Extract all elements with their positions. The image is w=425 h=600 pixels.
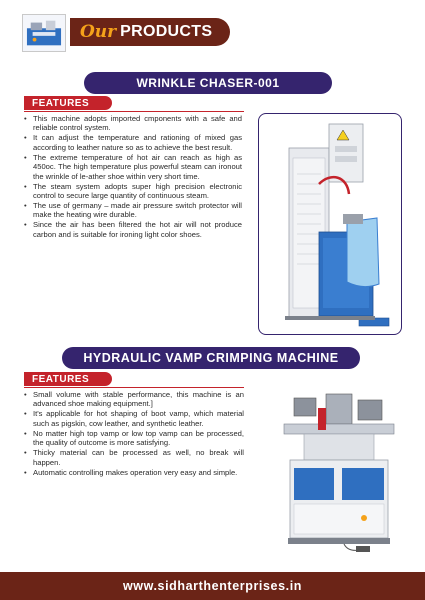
section1-divider <box>24 111 244 112</box>
feature-item: • Since the air has been filtered the hot air will not produce carbon and is suitable for ironing light color shoes. <box>24 220 242 239</box>
feature-item: • Thicky material can be processed as well, no break will happen. <box>24 448 244 467</box>
feature-item: • The steam system adopts super high precision electronic control to secure large quantity of continuous steam. <box>24 182 242 201</box>
page-title-products: PRODUCTS <box>120 23 213 40</box>
feature-item: • No matter high top vamp or low top vamp can be processed, the quality of outcome is more satisfying. <box>24 429 244 448</box>
section2-title: HYDRAULIC VAMP CRIMPING MACHINE <box>62 347 360 369</box>
section1-title: WRINKLE CHASER-001 <box>84 72 332 94</box>
page-title-banner <box>70 18 230 46</box>
section1-features-list <box>24 114 242 240</box>
section2-divider <box>24 387 244 388</box>
feature-item: • Small volume with stable performance, this machine is an advanced shoe making equipment.] <box>24 390 244 409</box>
wrinkle-chaser-machine-image <box>258 113 402 335</box>
feature-item: • The use of germany – made air pressure switch protector will make the heating wire durable. <box>24 201 242 220</box>
vamp-crimping-machine-image <box>264 390 402 556</box>
logo-icon <box>22 14 66 52</box>
page-header <box>0 0 425 58</box>
feature-item: • Automatic controlling makes operation very easy and simple. <box>24 468 244 477</box>
website-url[interactable]: www.sidharthenterprises.in <box>122 579 303 593</box>
feature-item: • It can adjust the temperature and rationing of mixed gas according to leather nature so as to achieve the best result. <box>24 133 242 152</box>
section2-features-list <box>24 390 244 478</box>
section1-features-label: FEATURES <box>24 96 112 110</box>
section2-features-label: FEATURES <box>24 372 112 386</box>
feature-item: • This machine adopts imported cmponents with a safe and reliable control system. <box>24 114 242 133</box>
page-footer <box>0 572 425 600</box>
feature-item: • It's applicable for hot shaping of boot vamp, which material such as pigskin, cow leather, and synthetic leather. <box>24 409 244 428</box>
page-title-our: Our <box>80 22 117 42</box>
feature-item: • The extreme temperature of hot air can reach as high as 450oc. The high temperature plus powerful steam can ironout the wrinkle of le-ather shoe within very short time. <box>24 153 242 181</box>
